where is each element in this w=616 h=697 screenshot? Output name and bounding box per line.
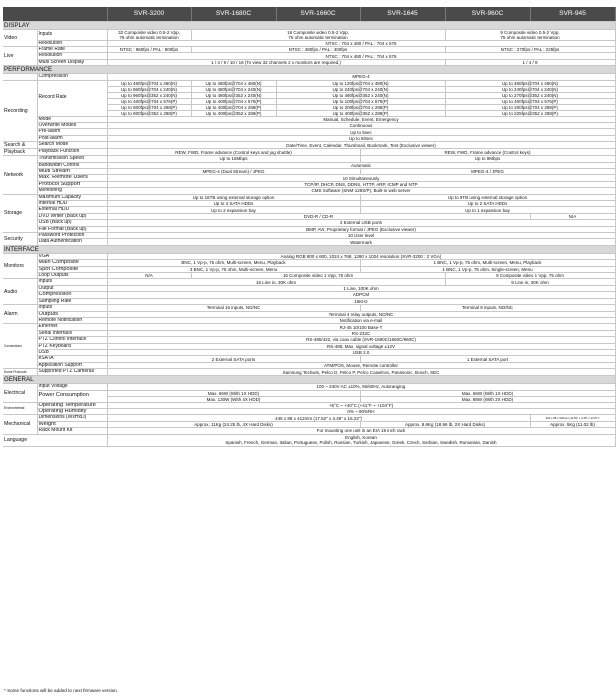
- value-cell: 1 BNC, 1 Vp-p, 75 ohm, Single-screen, Menu: [360, 266, 615, 272]
- value-cell: Max. 88W (With 2X HDD): [360, 396, 615, 402]
- field-ptz-cameras: Supported PTZ Cameras: [37, 369, 107, 376]
- category-alarm: Alarm: [3, 305, 37, 324]
- field-multi-stream: Multi Stream: [37, 168, 107, 174]
- value-cell: Continuous: [107, 122, 615, 128]
- value-cell: [107, 434, 615, 446]
- value-cell: Approx. 8.6Kg (18.96 lb, 2X Hard Disks): [360, 421, 530, 427]
- field-frame-rate: Frame Rate: [37, 46, 107, 52]
- value-cell: N/A: [107, 273, 191, 279]
- value-cell: MPEG-4 / JPEG: [360, 168, 615, 174]
- value-cell: Terminal 16 inputs, NO/NC: [107, 305, 360, 311]
- value-cell: Up to 480fps@704 x 480(N): [445, 80, 615, 86]
- value-cell: Up to 2 SATA HDDs: [360, 201, 615, 207]
- field-mode: Mode: [37, 116, 107, 122]
- category-dome-protocols: Dome Protocols: [3, 369, 37, 376]
- value-cell: 16KHz: [107, 298, 615, 304]
- value-line: 16 Composite video 0.5-2 Vpp,: [287, 29, 349, 35]
- field-post-alarm: Post-alarm: [37, 135, 107, 141]
- field-search-mode: Search Mode: [37, 142, 107, 149]
- value-cell: Approx. 5Kg (11.02 lb): [530, 421, 615, 427]
- field-op-humidity: Operating Humidity: [37, 408, 107, 414]
- value-cell: Manual, Schedule, Event, Emergency: [107, 116, 615, 122]
- value-cell: [191, 29, 445, 40]
- category-language: Language: [3, 434, 107, 446]
- value-cell: Date/Time, Event, Calendar, Thumbnail, Bookmark, Text (Exclusive viewer): [107, 142, 615, 149]
- value-cell: Up to 5sec: [107, 129, 615, 135]
- value-cell: RS-485, Max. signal voltage ±12V: [107, 343, 615, 349]
- value-cell: Up to 400fps@352 x 288(P): [191, 110, 276, 116]
- field-resolution: Resolution: [37, 53, 107, 59]
- spec-sheet: [3, 7, 615, 447]
- header-blank: [3, 7, 107, 21]
- value-cell: RS-232C: [107, 330, 615, 336]
- value-cell: Up to 200fps@704 x 288(P): [276, 104, 445, 110]
- header-row: [3, 7, 615, 21]
- value-cell: 1 / 4 / 9: [445, 59, 615, 65]
- field-record-rate: Record Rate: [37, 80, 107, 116]
- value-cell: 16 Composite video 1 Vpp, 75 ohm: [191, 273, 445, 279]
- value-cell: Up to 400fps@704 x 576(P): [107, 98, 191, 104]
- value-cell: Up to 480fps@704 x 480(N): [191, 80, 276, 86]
- value-cell: Up to 4 SATA HDDs: [107, 201, 360, 207]
- value-cell: MPEG-4: [107, 74, 615, 80]
- field-external-hdd: External HDD: [37, 207, 107, 213]
- field-inputs: Inputs: [37, 279, 107, 285]
- category-environmental: Environmental: [3, 402, 37, 415]
- value-cell: 1 Line, 100K ohm: [107, 285, 615, 291]
- section-display: DISPLAY: [3, 21, 615, 29]
- field-main-composite: Main Composite: [37, 260, 107, 266]
- value-cell: Up to 60sec: [107, 135, 615, 141]
- field-loop-outputs: Loop Outputs: [37, 273, 107, 279]
- value-cell: REW, FWD, Frame advance (Control keys): [360, 149, 615, 156]
- field-max-remote-users: Max. Remote Users: [37, 175, 107, 181]
- field-max-capacity: Maximum Capacity: [37, 194, 107, 200]
- value-cell: Up to 480fps@352 x 240(N): [276, 92, 445, 98]
- value-cell: 1 / 4 / 9 / 10 / 16 (To view 32 channels 2 x monitors are required.): [107, 59, 445, 65]
- category-playback: Playback: [3, 149, 37, 156]
- value-cell: RS-485/422, via coax cable (SVR-1680C/1660C/960C): [107, 337, 615, 343]
- value-cell: 0% ~ 90%RH: [107, 408, 615, 414]
- category-video: Video: [3, 29, 37, 46]
- value-line: 32 Composite video 0.5-2 Vpp,: [118, 29, 180, 35]
- value-cell: Up to 1 expansion bay: [360, 207, 615, 213]
- field-input-voltage: Input Voltage: [37, 384, 107, 390]
- value-cell: +5°C ~ +40°C (+41°F ~ +104°F): [107, 402, 615, 408]
- value-cell: TCP/IP, DHCP, DNS, DDNS, HTTP, ARP, ICMP and NTP: [107, 181, 615, 187]
- field-inputs: Inputs: [37, 29, 107, 40]
- value-cell: Up to 400fps@704 x 288(P): [191, 104, 276, 110]
- field-ptz-keyboard: PTZ Keyboard: [37, 343, 107, 349]
- value-cell: 2 External USB ports: [107, 220, 615, 226]
- value-cell: NTSC : 960fps / PAL : 800fps: [107, 46, 191, 52]
- value-cell: Up to 400fps@352 x 288(P): [276, 110, 445, 116]
- field-playback-function: Playback Function: [37, 149, 107, 156]
- value-cell: Max. 130W (With 4X HDD): [107, 396, 360, 402]
- value-cell: CMS Software (SNM-128S/P), Built-in web server: [107, 188, 615, 194]
- field-ethernet: Ethernet: [37, 324, 107, 330]
- value-cell: NTSC : 270fps / PAL : 225fps: [445, 46, 615, 52]
- col-svr-1645: SVR-1645: [360, 7, 445, 21]
- category-connections: Connections: [3, 324, 37, 369]
- value-cell: Up to 400fps@704 x 576(P): [191, 98, 276, 104]
- col-svr-1660c: SVR-1660C: [276, 7, 360, 21]
- field-output: Output: [37, 285, 107, 291]
- value-cell: Up to 800fps@352 x 288(P): [107, 110, 191, 116]
- value-cell: Up to 225fps@352 x 288(P): [445, 110, 615, 116]
- value-cell: 1 External SATA port: [360, 356, 615, 362]
- value-cell: 1 BNC, 1 Vp-p, 75 ohm, Multi-screen, Menu, Playback: [360, 260, 615, 266]
- field-power: Power Consumption: [37, 390, 107, 402]
- value-cell: Up to 200fps@704 x 288(P): [445, 104, 615, 110]
- field-internal-hdd: Internal HDD: [37, 201, 107, 207]
- value-cell: Up to 16TB using external storage option: [107, 194, 360, 200]
- value-cell: For mounting one unit in an EIA 19 inch rack: [107, 428, 615, 434]
- value-cell: NTSC : 480fps / PAL : 400fps: [191, 46, 445, 52]
- value-cell: 445 x 88 x 412mm (17.52" x 3.46" x 16.22"): [107, 415, 530, 421]
- value-cell: Up to 400fps@704 x 576(P): [445, 98, 615, 104]
- value-cell: Up to 16Mbps: [107, 156, 360, 162]
- field-pre-alarm: Pre-alarm: [37, 129, 107, 135]
- value-cell: DVD-R / CD-R: [107, 213, 530, 219]
- value-cell: Terminal 9 inputs, NO/NC: [360, 305, 615, 311]
- field-monitoring: Monitoring: [37, 188, 107, 194]
- value-line: 75 ohm automatic termination: [119, 34, 179, 40]
- value-line: 9 Composite video 0.5-2 Vpp,: [500, 29, 560, 35]
- field-transmission-speed: Transmission Speed: [37, 156, 107, 162]
- value-cell: Up to 960fps@704 x 240(N): [107, 86, 191, 92]
- value-cell: BNC, 1 Vp-p, 75 ohm, Multi-screen, Menu, Playback: [107, 260, 360, 266]
- value-cell: 10 User level: [107, 233, 615, 239]
- value-cell: 3 BNC, 1 Vp-p, 75 ohm, Multi-screen, Menu: [107, 266, 360, 272]
- value-cell: Up to 240fps@704 x 240(N): [445, 86, 615, 92]
- value-cell: BMP, AVI, Proprietary format / JPEG (Exclusive viewer): [107, 226, 615, 232]
- value-cell: 16 Line in, 30K ohm: [107, 279, 445, 285]
- value-cell: Approx. 11Kg (24.25 lb, 4X Hard Disks): [107, 421, 360, 427]
- category-audio: Audio: [3, 279, 37, 305]
- value-cell: Up to 480fps@704 x 480(N): [107, 80, 191, 86]
- value-cell: NTSC : 704 x 480 / PAL : 704 x 576: [107, 53, 615, 59]
- value-cell: Up to 270fps@352 x 240(N): [445, 92, 615, 98]
- value-cell: 100 ~ 240V AC ±10%, 50/60Hz, Autoranging: [107, 384, 615, 390]
- value-cell: 9 Composite video 1 Vpp, 75 ohm: [445, 273, 615, 279]
- value-cell: Watermark: [107, 239, 615, 245]
- col-svr-1680c: SVR-1680C: [191, 7, 276, 21]
- field-multi-screen: Multi Screen Display: [37, 59, 107, 65]
- section-general: GENERAL: [3, 376, 615, 384]
- field-dimensions: Dimensions (WxHxD): [37, 415, 107, 421]
- field-dvd-writer: DVD Writer (Back up): [37, 213, 107, 219]
- field-weight: Weight: [37, 421, 107, 427]
- value-cell: Up to 240fps@704 x 240(N): [276, 86, 445, 92]
- value-cell: Terminal 4 relay outputs, NO/NC: [107, 311, 615, 317]
- footnote: * Some functions will be added to next firmware version.: [4, 688, 119, 693]
- section-interface: INTERFACE: [3, 245, 615, 253]
- value-cell: ADPCM: [107, 292, 615, 298]
- value-cell: NTSC : 704 x 480 / PAL : 704 x 576: [107, 40, 615, 46]
- field-esata: eSATA: [37, 356, 107, 362]
- category-monitors: Monitors: [3, 253, 37, 279]
- value-cell: Up to 480fps@704 x 240(N): [191, 86, 276, 92]
- category-search: Search &: [3, 142, 37, 149]
- value-cell: Notification via e-mail: [107, 317, 615, 323]
- field-usb: USB: [37, 349, 107, 355]
- category-recording: Recording: [3, 80, 37, 142]
- field-outputs: Outputs: [37, 311, 107, 317]
- value-cell: RJ-45 10/100 Base-T: [107, 324, 615, 330]
- field-compression: Compression: [37, 292, 107, 298]
- field-file-format: File Format (Back up): [37, 226, 107, 232]
- value-cell: 10 Simultaneously: [107, 175, 615, 181]
- field-password: Password Protection: [37, 233, 107, 239]
- field-serial: Serial Interface: [37, 330, 107, 336]
- value-cell: Up to 9Mbps: [360, 156, 615, 162]
- col-svr-945: SVR-945: [530, 7, 615, 21]
- value-cell: ATM/POS, Mouse, Remote controller: [107, 362, 615, 368]
- field-spot-composite: Spot Composite: [37, 266, 107, 272]
- value-line: English, Korean: [345, 435, 377, 441]
- field-vga: VGA: [37, 253, 107, 259]
- field-op-temp: Operating Temperature: [37, 402, 107, 408]
- spec-table: [3, 7, 616, 447]
- value-cell: Up to 100fps@704 x 576(P): [276, 98, 445, 104]
- value-cell: 9 Line in, 30K ohm: [445, 279, 615, 285]
- field-bandwidth-control: Bandwidth Control: [37, 162, 107, 168]
- value-cell: MPEG-4 (Dual Stream) / JPEG: [107, 168, 360, 174]
- value-line: 75 ohm automatic termination: [500, 34, 560, 40]
- value-line: Spanish, French, German, Italian, Portuguese, Polish, Russian, Turkish, Japanese, Greek, Czech, Serbian, Swedish, Rumanian, Danish: [225, 440, 497, 446]
- category-mechanical: Mechanical: [3, 415, 37, 434]
- field-usb-backup: USB (Back up): [37, 220, 107, 226]
- value-cell: 300 x 88 x 332mm (11.81" x 3.46" x 13.07"): [530, 415, 615, 421]
- field-remote-notification: Remote Notification: [37, 317, 107, 323]
- category-storage: Storage: [3, 194, 37, 232]
- value-cell: Automatic: [107, 162, 615, 168]
- col-svr-960c: SVR-960C: [445, 7, 530, 21]
- field-overwrite: Overwrite Modes: [37, 122, 107, 128]
- value-cell: USB 2.0: [107, 349, 615, 355]
- field-sampling-rate: Sampling Rate: [37, 298, 107, 304]
- value-cell: [445, 29, 615, 40]
- field-inputs: Inputs: [37, 305, 107, 311]
- value-line: 75 ohm automatic termination: [288, 34, 348, 40]
- field-rack: Rack Mount Kit: [37, 428, 107, 434]
- category-network: Network: [3, 156, 37, 194]
- field-resolution: Resolution: [37, 40, 107, 46]
- value-cell: Up to 120fps@704 x 480(N): [276, 80, 445, 86]
- value-cell: [107, 29, 191, 40]
- value-cell: Analog RGB 800 x 600, 1024 x 768, 1280 x 1024 resolution (SVR-3200 : 2 VGA): [107, 253, 615, 259]
- field-ptz-control: PTZ Control Interface: [37, 337, 107, 343]
- value-cell: Up to 800fps@704 x 288(P): [107, 104, 191, 110]
- value-cell: N/A: [530, 213, 615, 219]
- col-svr-3200: SVR-3200: [107, 7, 191, 21]
- value-cell: REW, FWD, Frame advance (Control keys and jog shuttle): [107, 149, 360, 156]
- value-cell: Max. 66W (With 1X HDD): [107, 390, 360, 396]
- value-cell: Up to 2 expansion bay: [107, 207, 360, 213]
- field-compression: Compression: [37, 74, 107, 80]
- value-cell: Samsung Techwin, Pelco D, Pelco P, Pelco Coaxitron, Panasonic, Bosch, SEC: [107, 369, 615, 376]
- category-security: Security: [3, 233, 37, 246]
- field-data-auth: Data Authentication: [37, 239, 107, 245]
- value-cell: Max. 66W (With 1X HDD): [360, 390, 615, 396]
- category-live: Live: [3, 46, 37, 65]
- value-cell: Up to 8TB using external storage option: [360, 194, 615, 200]
- section-performance: PERFORMANCE: [3, 66, 615, 74]
- value-cell: 2 External SATA ports: [107, 356, 360, 362]
- value-cell: Up to 480fps@352 x 240(N): [191, 92, 276, 98]
- value-cell: Up to 960fps@352 x 240(N): [107, 92, 191, 98]
- field-app-support: Application Support: [37, 362, 107, 368]
- category-electrical: Electrical: [3, 384, 37, 402]
- field-protocol-support: Protocol Support: [37, 181, 107, 187]
